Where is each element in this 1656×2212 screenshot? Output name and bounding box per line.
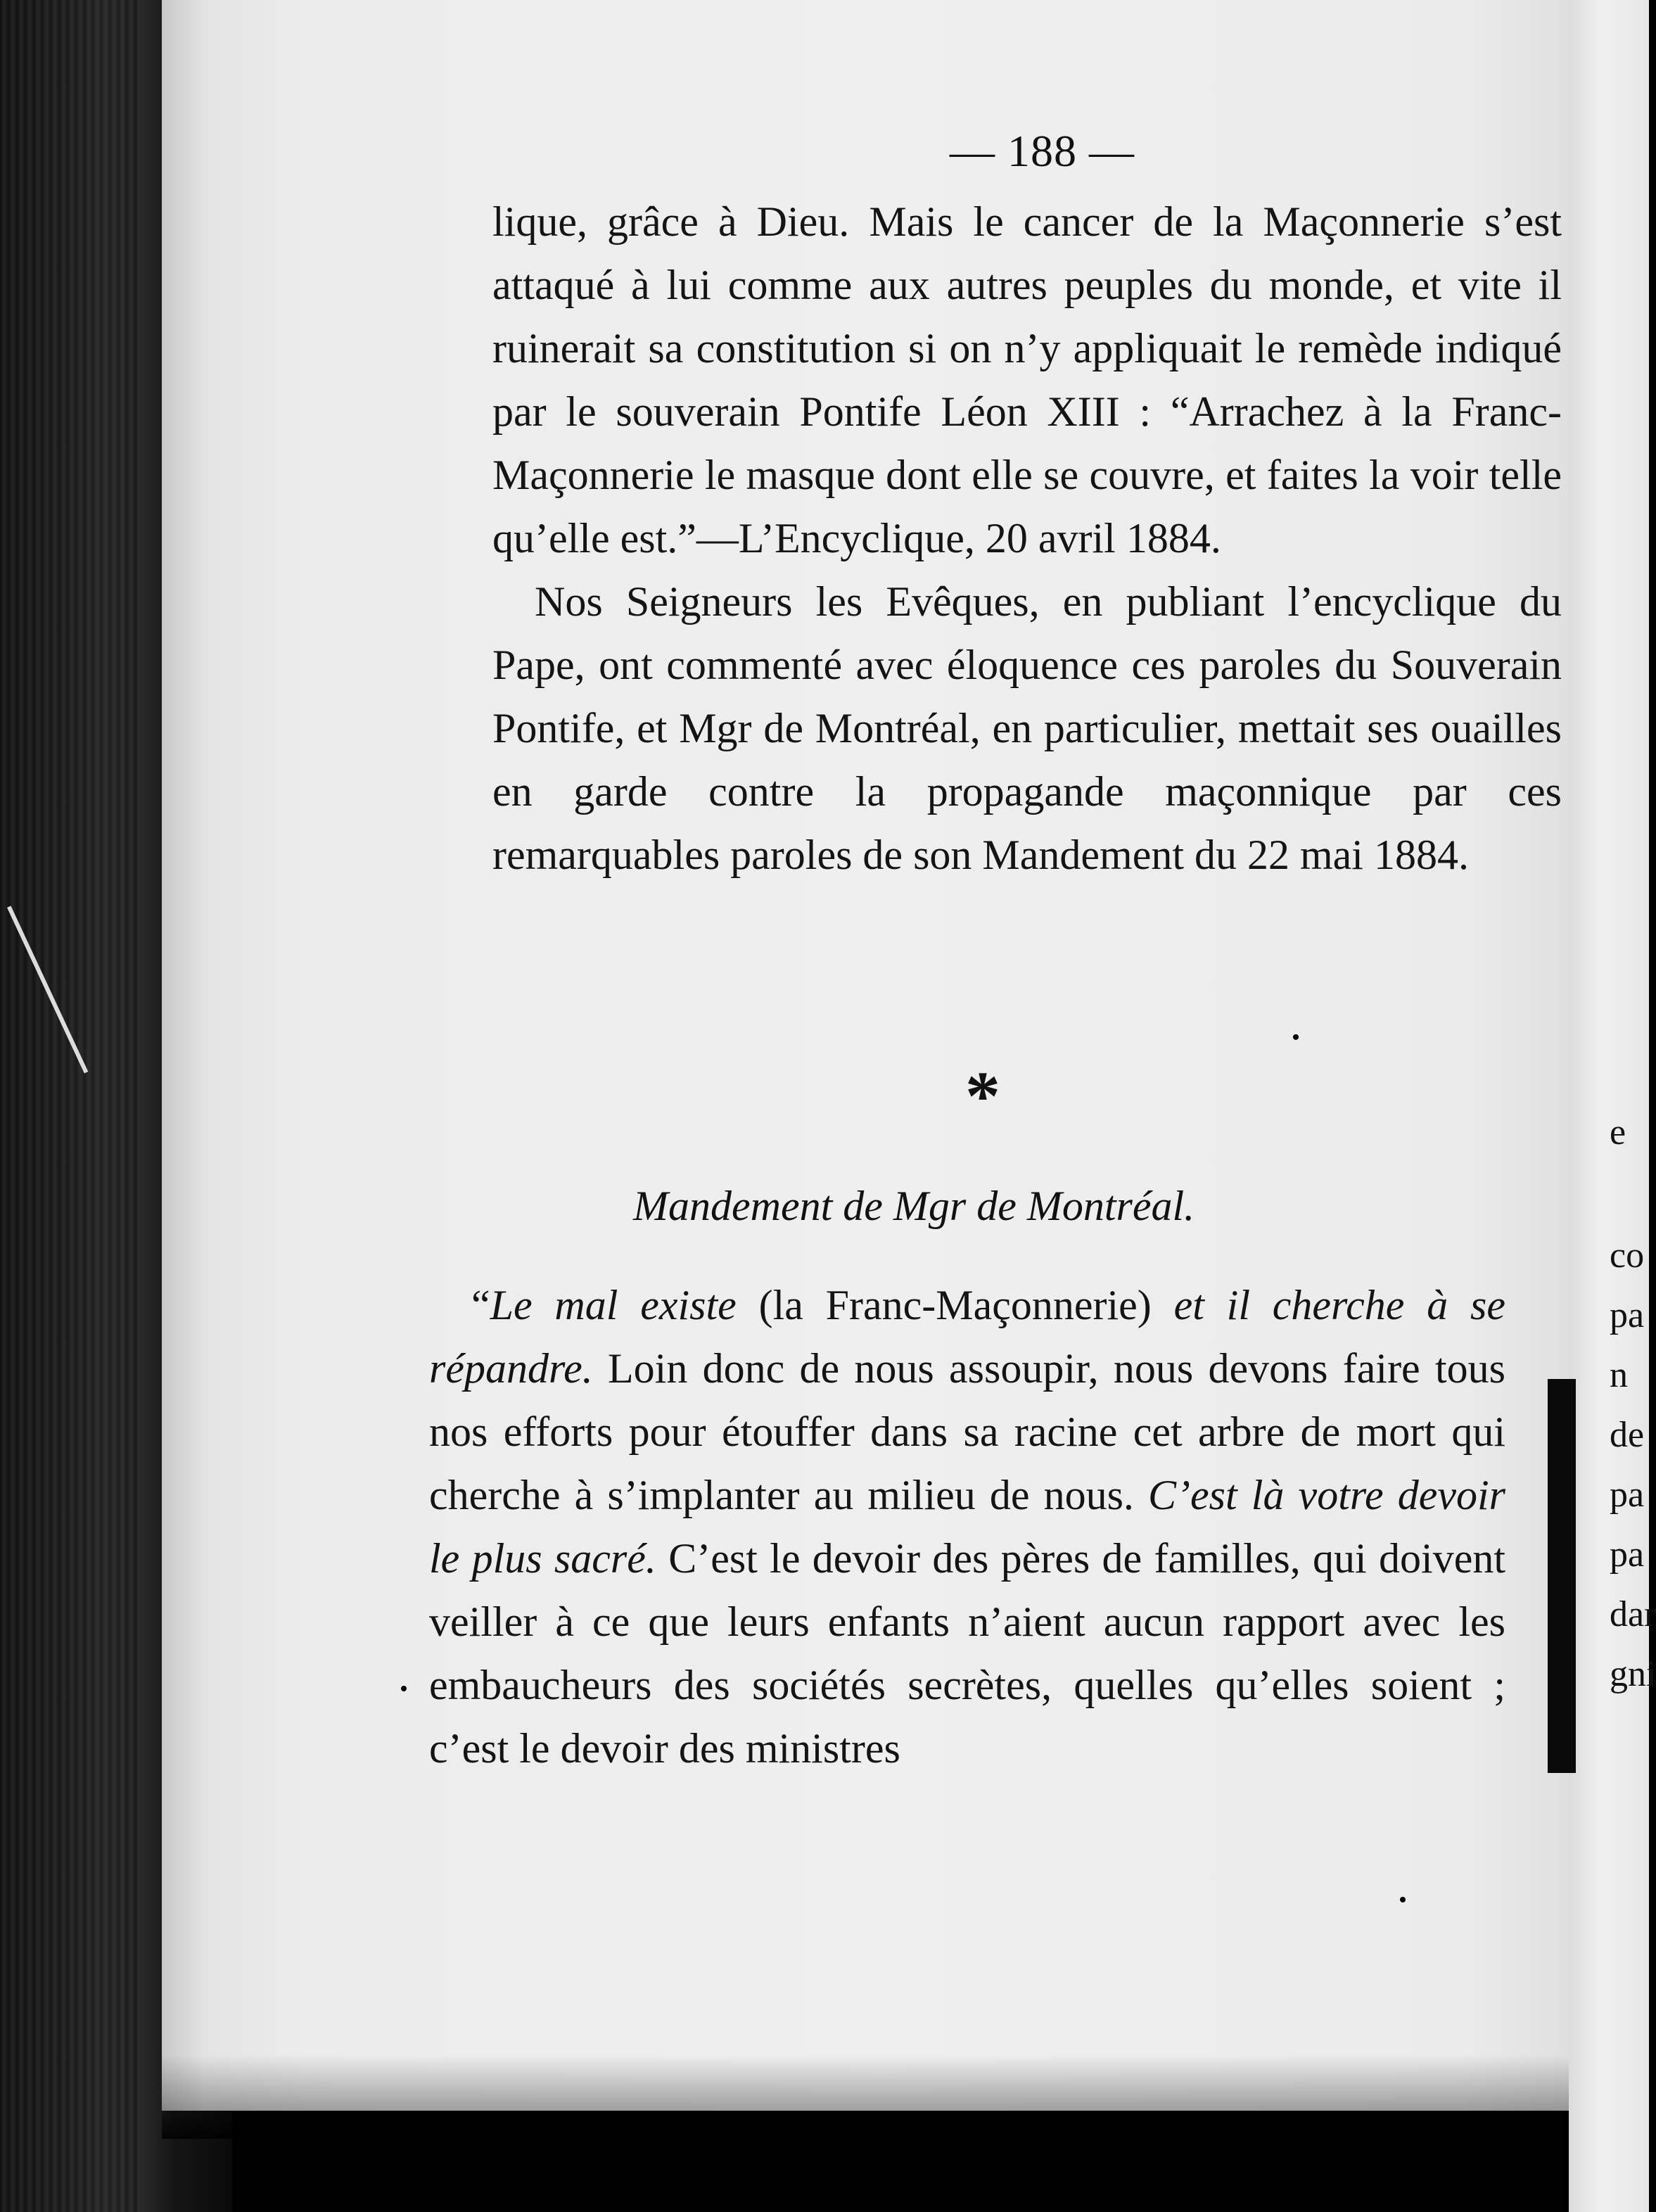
ink-speck <box>1293 1034 1299 1040</box>
quoted-mandement <box>429 1273 1505 1780</box>
ink-speck <box>1400 1897 1406 1902</box>
section-heading: Mandement de Mgr de Montréal. <box>633 1183 1195 1229</box>
quote-paragraph <box>429 1273 1505 1780</box>
spine-texture <box>0 0 141 2212</box>
adjacent-page-fragment: co <box>1610 1235 1645 1276</box>
ink-speck <box>401 1686 407 1691</box>
quote-italic: C’est là votre devoir le plus sacré. <box>429 1472 1505 1582</box>
adjacent-page-fragment: n <box>1610 1355 1628 1395</box>
paragraph: lique, grâce à Dieu. Mais le cancer de la Maçonnerie s’est attaqué à lui comme aux autres peuples du monde, et vite il ruinerait sa constitution si on n’y appliquait le remède indiqué par le souverain Pontife Léon XIII : “Arrachez à la Franc-Maçonnerie le masque dont elle se couvre, et faites la voir telle qu’elle est.”—L’Encyclique, 20 avril 1884. <box>492 198 1562 561</box>
quote-italic: Le mal existe <box>490 1282 737 1328</box>
adjacent-page-fragment: e <box>1610 1112 1626 1152</box>
quote-italic: et il cherche à se répandre. <box>429 1282 1505 1392</box>
section-separator-asterisk: * <box>965 1057 1000 1135</box>
adjacent-page-fragment: de <box>1610 1415 1645 1455</box>
adjacent-page-fragment: dar <box>1610 1594 1656 1634</box>
open-quote: “ <box>471 1282 490 1328</box>
adjacent-page-fragment: pa <box>1610 1475 1645 1515</box>
body-text <box>492 190 1562 886</box>
quote-text: C’est le devoir des pères de familles, qui doivent veiller à ce que leurs enfants n’aient aucun rapport avec les embaucheurs des sociétés secrètes, quelles qu’elles soient ; c’est le devoir des ministres <box>429 1535 1506 1772</box>
quote-text: (la Franc-Maçonnerie) <box>736 1282 1174 1328</box>
adjacent-page-fragment: gni <box>1610 1654 1656 1694</box>
adjacent-page-fragment: pa <box>1610 1534 1645 1575</box>
page-number: — 188 — <box>950 126 1135 176</box>
adjacent-page-edge <box>1569 0 1649 2212</box>
adjacent-page-gutter <box>1548 1379 1576 1773</box>
quote-text: Loin donc de nous assoupir, nous devons faire tous nos efforts pour étouffer dans sa racine cet arbre de mort qui cherche à s’implanter au milieu de nous. <box>429 1345 1505 1518</box>
paragraph: Nos Seigneurs les Evêques, en publiant l’encyclique du Pape, ont commenté avec éloquence ces paroles du Souverain Pontife, et Mgr de Montréal, en particulier, mettait ses ouailles en garde contre la propagande maçonnique par ces remarquables paroles de son Mandement du 22 mai 1884. <box>492 578 1562 878</box>
adjacent-page-fragment: pa <box>1610 1295 1645 1335</box>
page-bottom-shadow <box>162 2054 1604 2139</box>
